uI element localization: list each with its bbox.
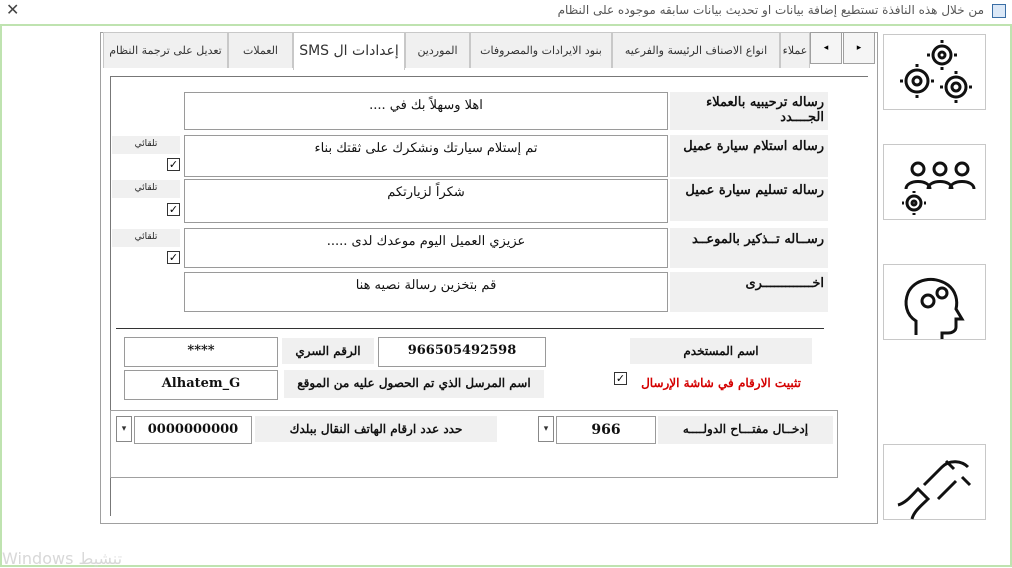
receive-car-message-label: رساله استلام سيارة عميل xyxy=(670,135,828,177)
app-icon xyxy=(992,4,1006,18)
tab-currencies[interactable]: العملات xyxy=(228,32,293,68)
auto-label-receive: تلقائي xyxy=(112,136,180,154)
tab-revenue-expense[interactable]: بنود الايرادات والمصروفات xyxy=(470,32,612,68)
plug-icon xyxy=(884,445,987,521)
auto-label-reminder: تلقائي xyxy=(112,229,180,247)
other-message-label: اخـــــــــــــرى xyxy=(670,272,828,312)
tab-sms-settings[interactable]: إعدادات ال SMS xyxy=(293,32,405,70)
receive-car-message-input[interactable]: تم إستلام سيارتك ونشكرك على ثقتك بناء xyxy=(184,135,668,177)
username-label: اسم المستخدم xyxy=(630,338,812,364)
password-label: الرقم السري xyxy=(282,338,374,364)
gears-icon xyxy=(884,35,987,111)
appointment-reminder-input[interactable]: عزيزي العميل اليوم موعدك لدى ..... xyxy=(184,228,668,268)
sender-name-input[interactable]: Alhatem_G xyxy=(124,370,278,400)
deliver-car-message-input[interactable]: شكراً لزيارتكم xyxy=(184,179,668,223)
head-gears-icon xyxy=(884,265,987,341)
auto-label-deliver: تلقائي xyxy=(112,180,180,198)
appointment-reminder-label: رســاله تــذكير بالموعــد xyxy=(670,228,828,268)
tab-customers[interactable]: عملاء xyxy=(780,32,810,68)
sidebar-plug-button[interactable] xyxy=(883,444,986,520)
pin-numbers-checkbox[interactable]: ✓ xyxy=(615,372,626,385)
phone-digits-label: حدد عدد ارقام الهاتف النقال ببلدك xyxy=(255,416,497,442)
tab-translation[interactable]: تعديل على ترجمة النظام xyxy=(103,32,228,68)
sidebar-users-button[interactable] xyxy=(883,144,986,220)
section-divider xyxy=(116,328,824,329)
country-key-input[interactable]: 966 xyxy=(556,416,656,444)
welcome-message-label: رساله ترحيبيه بالعملاء الجــــدد xyxy=(670,92,828,130)
password-input[interactable]: **** xyxy=(124,337,278,367)
phone-digits-dropdown-arrow[interactable]: ▾ xyxy=(116,416,132,442)
phone-digits-input[interactable]: 0000000000 xyxy=(134,416,252,444)
welcome-message-input[interactable]: اهلا وسهلاً بك في .... xyxy=(184,92,668,130)
other-message-input[interactable]: قم بتخزين رسالة نصيه هنا xyxy=(184,272,668,312)
auto-checkbox-deliver[interactable]: ✓ xyxy=(168,203,179,216)
country-key-dropdown-arrow[interactable]: ▾ xyxy=(538,416,554,442)
auto-checkbox-reminder[interactable]: ✓ xyxy=(168,251,179,264)
tab-strip xyxy=(103,32,875,68)
sender-name-label: اسم المرسل الذي تم الحصول عليه من الموقع xyxy=(284,370,544,398)
auto-checkbox-receive[interactable]: ✓ xyxy=(168,158,179,171)
tab-scroll-right-button[interactable]: ▸ xyxy=(843,32,875,64)
sidebar-settings-button[interactable] xyxy=(883,34,986,110)
tab-item-types[interactable]: انواع الاصناف الرئيسة والفرعيه xyxy=(612,32,780,68)
sidebar-head-gears-button[interactable] xyxy=(883,264,986,340)
deliver-car-message-label: رساله تسليم سيارة عميل xyxy=(670,179,828,221)
close-icon[interactable]: ✕ xyxy=(6,0,20,19)
pin-numbers-label: تثبيت الارقام في شاشة الإرسال xyxy=(630,370,812,398)
tab-suppliers[interactable]: الموردين xyxy=(405,32,470,68)
window-title: من خلال هذه النافذة تستطيع إضافة بيانات او تحديث بيانات سابقه موجوده على النظام xyxy=(557,3,984,17)
activation-watermark: Windows تنشيط xyxy=(2,549,123,568)
tab-scroll-left-button[interactable]: ◂ xyxy=(810,32,842,64)
users-gear-icon xyxy=(884,145,987,221)
window-titlebar xyxy=(0,0,1012,24)
country-key-label: إدخــال مفتـــاح الدولــــه xyxy=(658,416,833,444)
username-input[interactable]: 966505492598 xyxy=(378,337,546,367)
